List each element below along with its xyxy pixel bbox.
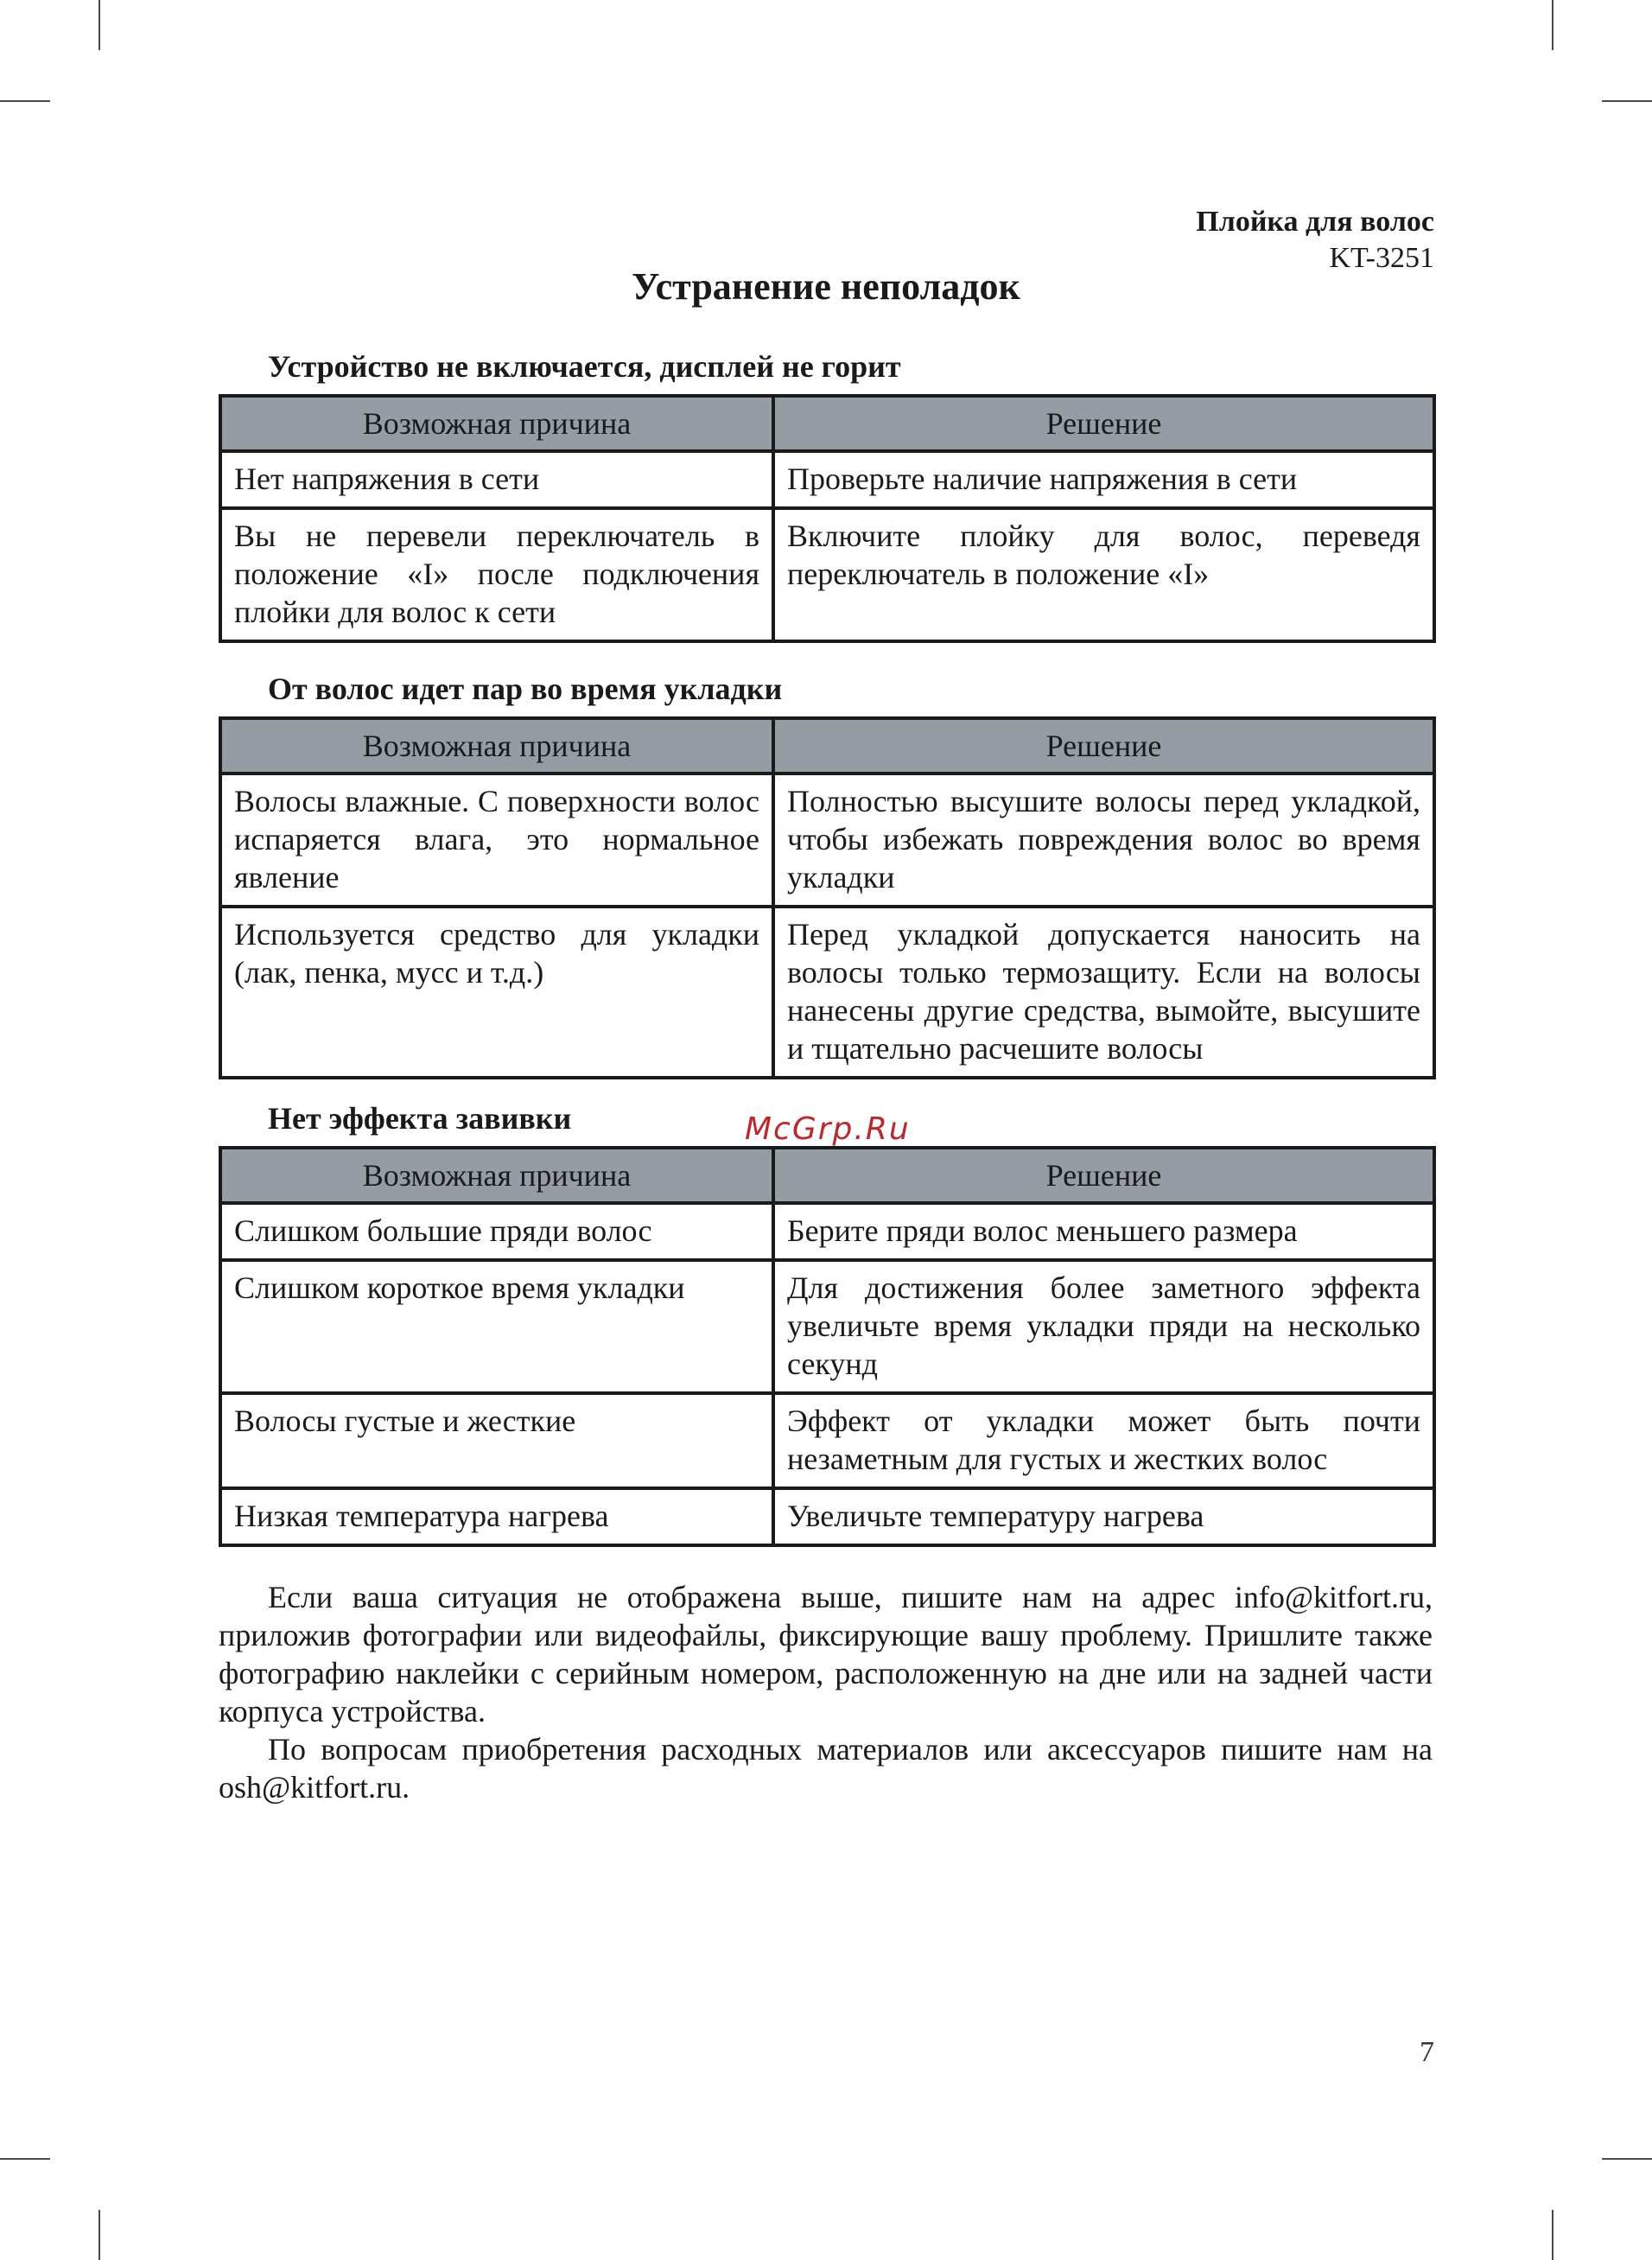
cause-cell: Нет напряжения в сети <box>220 451 773 508</box>
watermark: McGrp.Ru <box>745 1111 911 1147</box>
crop-mark-right-bottom <box>1602 2158 1652 2160</box>
table-row <box>220 907 1434 1078</box>
header-cause: Возможная причина <box>220 1148 773 1203</box>
cause-cell: Вы не перевели переключатель в положение «I» после подключения плойки для волос к сети <box>220 508 773 641</box>
cause-cell: Волосы густые и жесткие <box>220 1393 773 1488</box>
header-solution: Решение <box>773 1148 1434 1203</box>
table-header-row <box>220 718 1434 773</box>
cause-cell: Слишком короткое время укладки <box>220 1260 773 1393</box>
crop-mark-bottom-left <box>98 2210 100 2260</box>
contact-info <box>219 1578 1433 1806</box>
page-number: 7 <box>1420 2036 1434 2068</box>
table-row <box>220 1260 1434 1393</box>
cause-cell: Используется средство для укладки (лак, пенка, мусс и т.д.) <box>220 907 773 1078</box>
table-no-curl <box>219 1146 1436 1547</box>
table-row <box>220 1203 1434 1260</box>
table-row <box>220 451 1434 508</box>
solution-cell: Включите плойку для волос, переведя переключатель в положение «I» <box>773 508 1434 641</box>
crop-mark-bottom-right <box>1552 2210 1554 2260</box>
cause-cell: Волосы влажные. С поверхности волос испаряется влага, это нормальное явление <box>220 773 773 907</box>
table-row <box>220 1488 1434 1545</box>
table-header-row <box>220 396 1434 451</box>
model-number: KT-3251 <box>1329 242 1434 274</box>
solution-cell: Для достижения более заметного эффекта увеличьте время укладки пряди на несколько секунд <box>773 1260 1434 1393</box>
header-cause: Возможная причина <box>220 718 773 773</box>
crop-mark-right-top <box>1602 100 1652 102</box>
crop-mark-left-bottom <box>0 2158 50 2160</box>
header-cause: Возможная причина <box>220 396 773 451</box>
accessories-paragraph: По вопросам приобретения расходных материалов или аксессуаров пишите нам на osh@kitfort.ru. <box>219 1732 1433 1805</box>
solution-cell: Полностью высушите волосы перед укладкой, чтобы избежать повреждения волос во время укладки <box>773 773 1434 907</box>
support-paragraph: Если ваша ситуация не отображена выше, пишите нам на адрес info@kitfort.ru, приложив фотографии или видеофайлы, фиксирующие вашу проблему. Пришлите также фотографию наклейки с серийным номером, расположенную на дне или на задней части корпуса устройства. <box>219 1580 1433 1728</box>
section-title-no-curl: Нет эффекта завивки <box>268 1101 572 1136</box>
header-solution: Решение <box>773 718 1434 773</box>
table-row <box>220 773 1434 907</box>
table-row <box>220 508 1434 641</box>
crop-mark-left-top <box>0 100 50 102</box>
crop-mark-top-right <box>1552 0 1554 50</box>
solution-cell: Эффект от укладки может быть почти незаметным для густых и жестких волос <box>773 1393 1434 1488</box>
product-name: Плойка для волос <box>1196 206 1434 238</box>
table-steam <box>219 716 1436 1079</box>
page-title: Устранение неполадок <box>632 265 1020 308</box>
solution-cell: Увеличьте температуру нагрева <box>773 1488 1434 1545</box>
header-solution: Решение <box>773 396 1434 451</box>
table-header-row <box>220 1148 1434 1203</box>
section-title-no-power: Устройство не включается, дисплей не горит <box>268 349 901 384</box>
table-row <box>220 1393 1434 1488</box>
crop-mark-top-left <box>98 0 100 50</box>
table-no-power <box>219 394 1436 643</box>
cause-cell: Слишком большие пряди волос <box>220 1203 773 1260</box>
section-title-steam: От волос идет пар во время укладки <box>268 672 783 706</box>
solution-cell: Проверьте наличие напряжения в сети <box>773 451 1434 508</box>
cause-cell: Низкая температура нагрева <box>220 1488 773 1545</box>
solution-cell: Перед укладкой допускается наносить на волосы только термозащиту. Если на волосы нанесены другие средства, вымойте, высушите и тщательно расчешите волосы <box>773 907 1434 1078</box>
solution-cell: Берите пряди волос меньшего размера <box>773 1203 1434 1260</box>
